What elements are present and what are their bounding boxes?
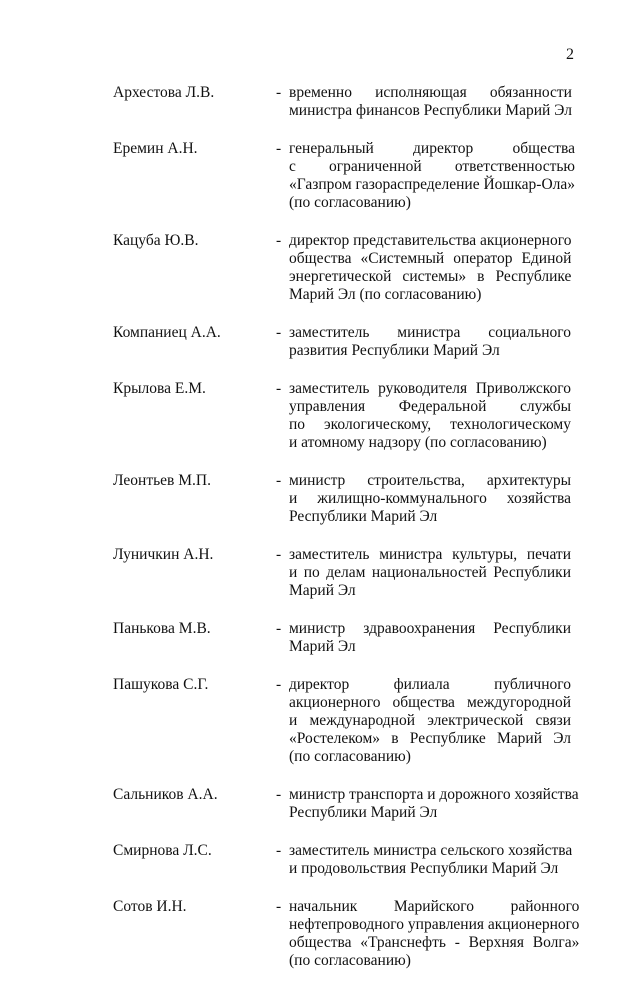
position-line: министра финансов Республики Марий Эл <box>289 102 572 119</box>
position-line: (по согласованию) <box>289 194 411 211</box>
position-line: по экологическому, технологическому <box>289 416 571 433</box>
position-line: временно исполняющая обязанности <box>289 84 572 101</box>
position-line: министр здравоохранения Республики <box>289 620 571 637</box>
member-position <box>289 786 579 822</box>
member-name: Леонтьев М.П. <box>113 472 211 489</box>
position-line: Республики Марий Эл <box>289 508 438 525</box>
member-entry <box>113 676 571 766</box>
member-position <box>289 324 571 360</box>
position-line: министр транспорта и дорожного хозяйства <box>289 786 579 803</box>
member-entry <box>113 842 571 878</box>
member-name: Кацуба Ю.В. <box>113 232 199 249</box>
member-name: Крылова Е.М. <box>113 380 206 397</box>
position-line: энергетической системы» в Республике <box>289 268 572 285</box>
position-line: общества «Системный оператор Единой <box>289 250 572 267</box>
position-line: и продовольствия Республики Марий Эл <box>289 860 559 877</box>
position-line: с ограниченной ответственностью <box>289 158 576 175</box>
position-line: (по согласованию) <box>289 748 411 765</box>
page-number: 2 <box>566 46 574 63</box>
entry-dash: - <box>276 140 282 157</box>
position-line: и атомному надзору (по согласованию) <box>289 434 547 451</box>
entry-dash: - <box>276 676 282 693</box>
position-line: «Газпром газораспределение Йошкар-Ола» <box>289 176 576 193</box>
position-line: управления Федеральной службы <box>289 398 571 415</box>
entry-dash: - <box>276 786 282 803</box>
position-line: Марий Эл <box>289 582 356 599</box>
position-line: начальник Марийского районного <box>289 898 580 915</box>
member-position <box>289 140 575 212</box>
member-position <box>289 676 571 766</box>
member-entry <box>113 324 571 360</box>
member-entry <box>113 232 571 304</box>
member-name: Панькова М.В. <box>113 620 211 637</box>
member-name: Смирнова Л.С. <box>113 842 212 859</box>
member-name: Пашукова С.Г. <box>113 676 209 693</box>
member-position <box>289 620 571 656</box>
position-line: заместитель министра культуры, печати <box>289 546 571 563</box>
position-line: Марий Эл <box>289 638 356 655</box>
position-line: Республики Марий Эл <box>289 804 438 821</box>
position-line: акционерного общества междугородной <box>289 694 571 711</box>
position-line: общества «Транснефть - Верхняя Волга» <box>289 934 580 951</box>
position-line: директор представительства акционерного <box>289 232 572 249</box>
member-name: Сальников А.А. <box>113 786 218 803</box>
member-entry <box>113 786 579 822</box>
position-line: директор филиала публичного <box>289 676 571 693</box>
entry-dash: - <box>276 898 282 915</box>
position-line: и по делам национальностей Республики <box>289 564 571 581</box>
entry-dash: - <box>276 324 282 341</box>
member-entry <box>113 546 571 600</box>
member-entry <box>113 620 571 656</box>
position-line: развития Республики Марий Эл <box>289 342 500 359</box>
member-name: Архестова Л.В. <box>113 84 215 101</box>
position-line: «Ростелеком» в Республике Марий Эл <box>289 730 571 747</box>
member-entry <box>113 898 580 970</box>
position-line: заместитель министра сельского хозяйства <box>289 842 573 859</box>
entry-dash: - <box>276 472 282 489</box>
entry-dash: - <box>276 380 282 397</box>
member-name: Сотов И.Н. <box>113 898 187 915</box>
member-entry <box>113 380 571 452</box>
position-line: заместитель руководителя Приволжского <box>289 380 571 397</box>
member-name: Еремин А.Н. <box>113 140 198 157</box>
member-list <box>113 84 580 990</box>
member-position <box>289 84 572 120</box>
member-position <box>289 472 571 526</box>
position-line: и жилищно-коммунального хозяйства <box>289 490 571 507</box>
member-entry <box>113 84 571 120</box>
position-line: нефтепроводного управления акционерного <box>289 916 580 933</box>
position-line: Марий Эл (по согласованию) <box>289 286 482 303</box>
member-name: Луничкин А.Н. <box>113 546 214 563</box>
member-position <box>289 380 571 452</box>
member-entry <box>113 472 571 526</box>
member-position <box>289 898 579 970</box>
member-position <box>289 546 571 600</box>
position-line: (по согласованию) <box>289 952 411 969</box>
member-name: Компаниец А.А. <box>113 324 221 341</box>
position-line: генеральный директор общества <box>289 140 576 157</box>
member-entry <box>113 140 576 212</box>
position-line: министр строительства, архитектуры <box>289 472 571 489</box>
entry-dash: - <box>276 842 282 859</box>
position-line: заместитель министра социального <box>289 324 571 341</box>
entry-dash: - <box>276 84 282 101</box>
entry-dash: - <box>276 546 282 563</box>
entry-dash: - <box>276 232 282 249</box>
member-position <box>289 842 572 878</box>
entry-dash: - <box>276 620 282 637</box>
position-line: и международной электрической связи <box>289 712 571 729</box>
member-position <box>289 232 571 304</box>
